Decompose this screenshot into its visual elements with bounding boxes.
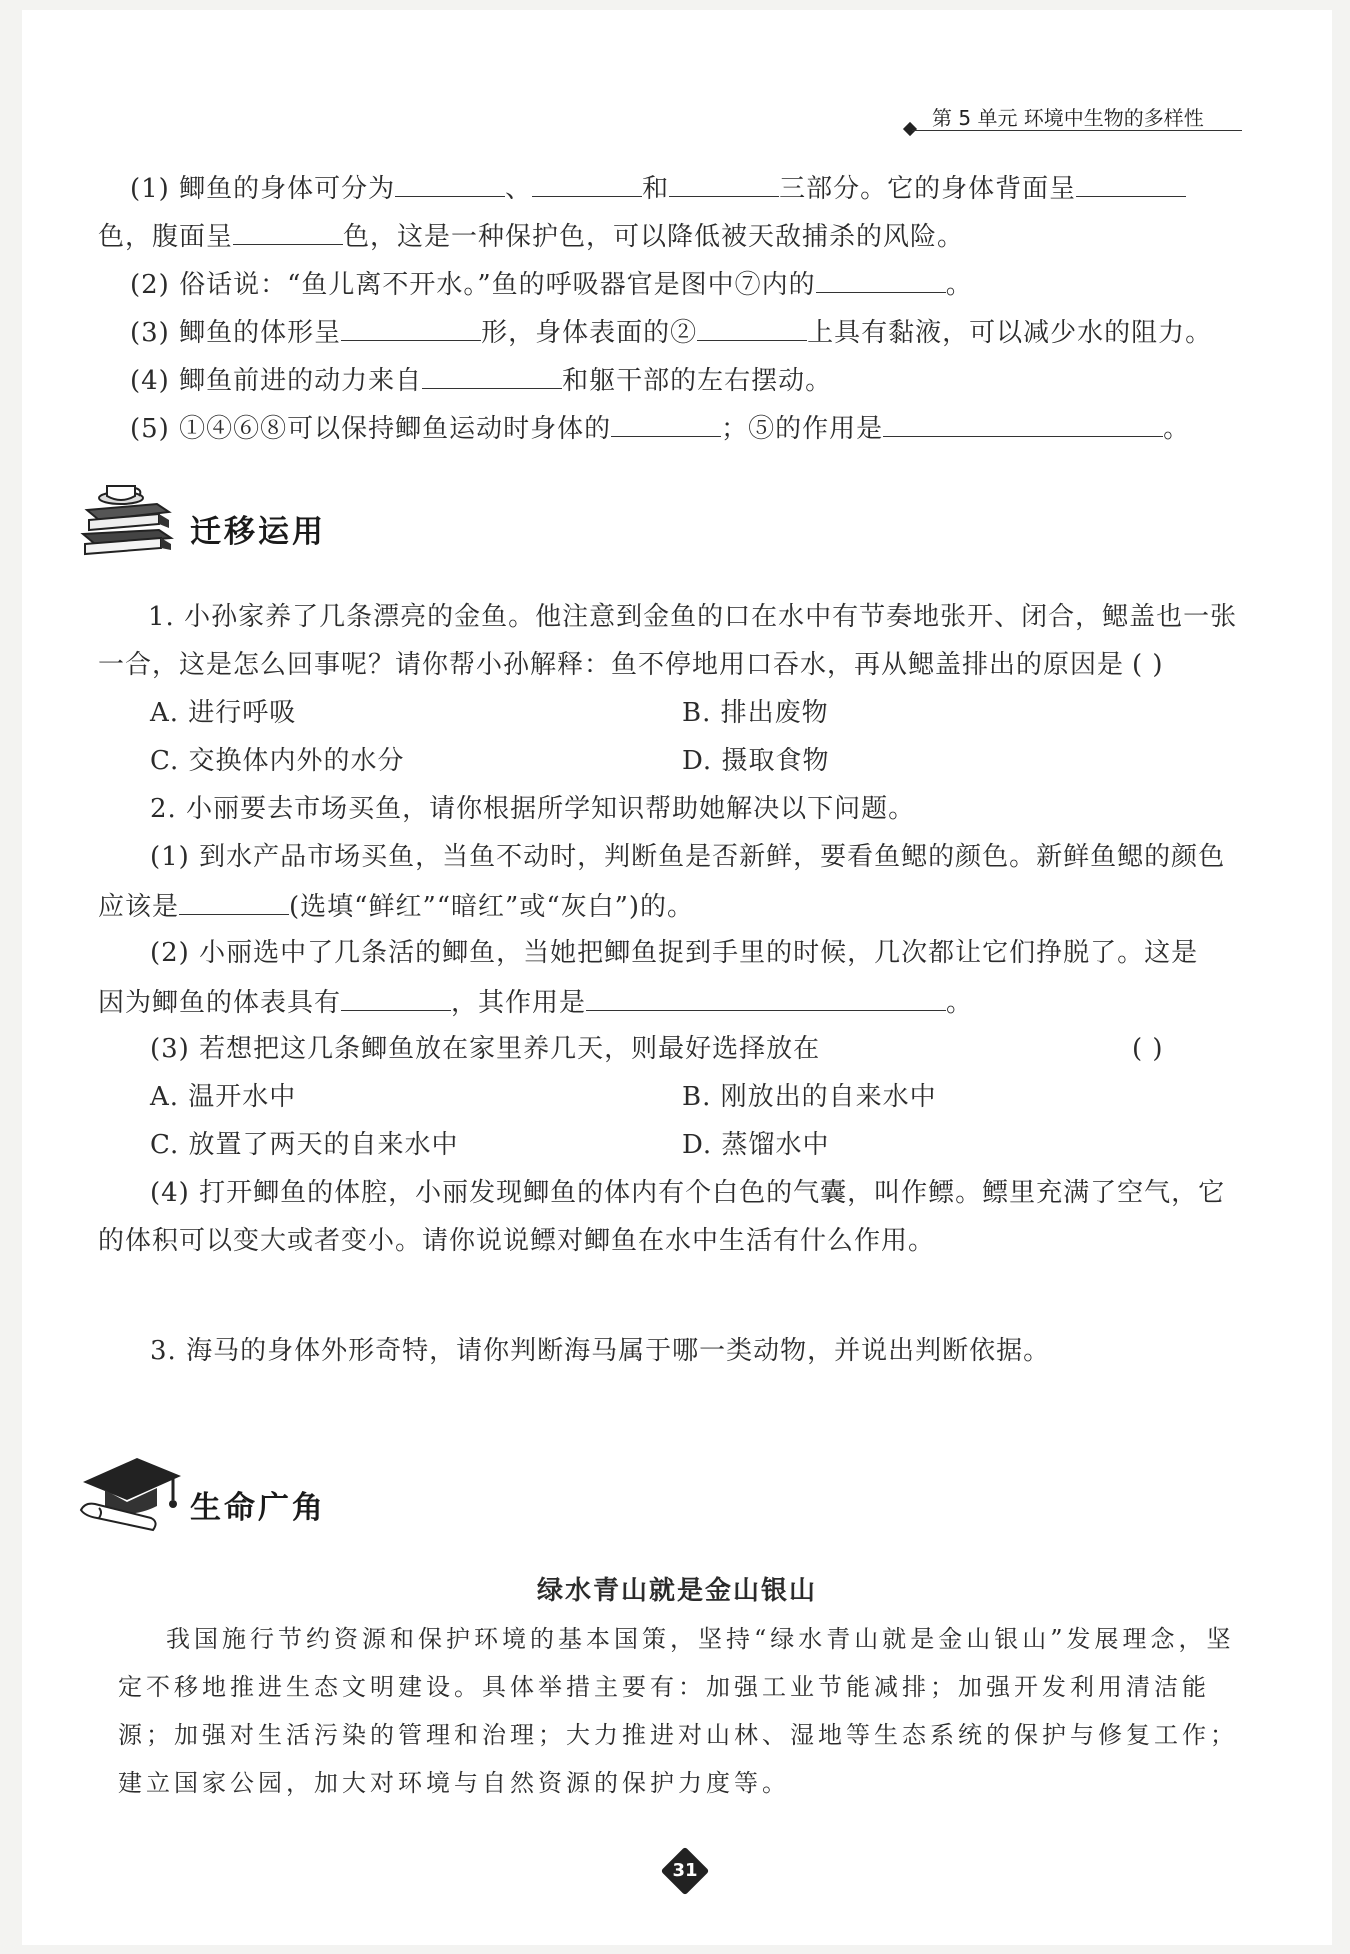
- answer-blank[interactable]: [341, 314, 481, 341]
- option-a: A. 温开水中: [150, 1082, 297, 1112]
- header-rule: [912, 130, 1242, 131]
- answer-blank[interactable]: [816, 266, 946, 293]
- q3-text-a: (3) 鲫鱼的体形呈: [130, 318, 342, 348]
- answer-blank[interactable]: [883, 410, 1163, 437]
- q2-2-text-b: ，其作用是: [451, 988, 587, 1018]
- q1-text-f: 色，这是一种保护色，可以降低被天敌捕杀的风险。: [343, 222, 965, 252]
- answer-blank[interactable]: [669, 170, 779, 197]
- question-1-line-2: [98, 218, 964, 254]
- workbook-page: [22, 10, 1332, 1945]
- option-a: A. 进行呼吸: [150, 698, 297, 728]
- answer-blank[interactable]: [697, 314, 807, 341]
- option-c: C. 放置了两天的自来水中: [150, 1130, 459, 1160]
- transfer-q2-4-line-1: (4) 打开鲫鱼的体腔，小丽发现鲫鱼的体内有个白色的气囊，叫作鳔。鳔里充满了空气，它: [150, 1178, 1226, 1208]
- unit-header: 第 5 单元 环境中生物的多样性: [932, 106, 1204, 130]
- q2-1-text-b: (选填“鲜红”“暗红”或“灰白”)的。: [289, 892, 695, 922]
- q5-text-a: (5) ①④⑥⑧可以保持鲫鱼运动时身体的: [130, 414, 612, 444]
- transfer-q2-4-line-2: 的体积可以变大或者变小。请你说说鳔对鲫鱼在水中生活有什么作用。: [98, 1226, 936, 1256]
- transfer-q2-3-line: (3) 若想把这几条鲫鱼放在家里养几天，则最好选择放在: [150, 1034, 821, 1064]
- transfer-q1-line-2: 一合，这是怎么回事呢？请你帮小孙解释：鱼不停地用口吞水，再从鳃盖排出的原因是: [98, 650, 1125, 680]
- transfer-q2-1-line-1: (1) 到水产品市场买鱼，当鱼不动时，判断鱼是否新鲜，要看鱼鳃的颜色。新鲜鱼鳃的颜色: [150, 842, 1226, 872]
- q5-text-c: 。: [1163, 414, 1191, 444]
- q1-text-c: 和: [642, 174, 670, 204]
- q4-text-a: (4) 鲫鱼前进的动力来自: [130, 366, 423, 396]
- question-5: [130, 410, 1190, 446]
- header-diamond-icon: [903, 122, 917, 136]
- question-2: [130, 266, 973, 302]
- page-number-badge: [662, 1848, 708, 1894]
- answer-blank[interactable]: [532, 170, 642, 197]
- answer-blank[interactable]: [179, 888, 289, 915]
- section-title-transfer: 迁移运用: [190, 514, 326, 550]
- graduation-cap-diploma-icon: [77, 1448, 187, 1536]
- q1-text-d: 三部分。它的身体背面呈: [779, 174, 1077, 204]
- q3-text-c: 上具有黏液，可以减少水的阻力。: [807, 318, 1213, 348]
- answer-blank[interactable]: [422, 362, 562, 389]
- option-b: B. 排出废物: [682, 698, 829, 728]
- answer-blank[interactable]: [395, 170, 505, 197]
- transfer-q2-1-line-2: [98, 888, 694, 924]
- answer-blank[interactable]: [611, 410, 721, 437]
- transfer-q2-2-line-1: (2) 小丽选中了几条活的鲫鱼，当她把鲫鱼捉到手里的时候，几次都让它们挣脱了。这是: [150, 938, 1199, 968]
- option-b: B. 刚放出的自来水中: [682, 1082, 937, 1112]
- answer-blank[interactable]: [341, 984, 451, 1011]
- option-c: C. 交换体内外的水分: [150, 746, 405, 776]
- q2-2-text-c: 。: [946, 988, 974, 1018]
- question-4: [130, 362, 832, 398]
- q2-text-a: (2) 俗话说：“鱼儿离不开水。”鱼的呼吸器官是图中⑦内的: [130, 270, 816, 300]
- article-body: 我国施行节约资源和保护环境的基本国策，坚持“绿水青山就是金山银山”发展理念，坚定不移地推进生态文明建设。具体举措主要有：加强工业节能减排；加强开发利用清洁能源；加强对生活污染的管理和治理；大力推进对山林、湿地等生态系统的保护与修复工作；建立国家公园，加大对环境与自然资源的保护力度等。: [118, 1625, 1238, 1797]
- q5-text-b: ；⑤的作用是: [721, 414, 884, 444]
- q4-text-b: 和躯干部的左右摆动。: [562, 366, 833, 396]
- question-3: [130, 314, 1212, 350]
- answer-blank[interactable]: [586, 984, 946, 1011]
- section-title-life: 生命广角: [190, 1490, 326, 1526]
- q2-text-b: 。: [945, 270, 973, 300]
- books-coffee-icon: [77, 476, 177, 564]
- answer-paren[interactable]: ( ): [1132, 1034, 1164, 1064]
- question-1: [130, 170, 1186, 206]
- option-d: D. 摄取食物: [682, 746, 830, 776]
- article-title: 绿水青山就是金山银山: [536, 1576, 817, 1606]
- transfer-q3: 3. 海马的身体外形奇特，请你判断海马属于哪一类动物，并说出判断依据。: [150, 1336, 1051, 1366]
- q1-text-a: (1) 鲫鱼的身体可分为: [130, 174, 396, 204]
- answer-blank[interactable]: [233, 218, 343, 245]
- q1-text-e: 色，腹面呈: [98, 222, 234, 252]
- q1-text-b: 、: [505, 174, 533, 204]
- answer-blank[interactable]: [1076, 170, 1186, 197]
- option-d: D. 蒸馏水中: [682, 1130, 830, 1160]
- q2-2-text-a: 因为鲫鱼的体表具有: [98, 988, 342, 1018]
- answer-paren[interactable]: ( ): [1132, 650, 1164, 680]
- transfer-q2-intro: 2. 小丽要去市场买鱼，请你根据所学知识帮助她解决以下问题。: [150, 794, 916, 824]
- transfer-q2-2-line-2: [98, 984, 973, 1020]
- q2-1-text-a: 应该是: [98, 892, 180, 922]
- page-number: 31: [672, 1860, 698, 1881]
- q3-text-b: 形，身体表面的②: [481, 318, 698, 348]
- transfer-q1-line-1: 1. 小孙家养了几条漂亮的金鱼。他注意到金鱼的口在水中有节奏地张开、闭合，鳃盖也一张: [148, 602, 1238, 632]
